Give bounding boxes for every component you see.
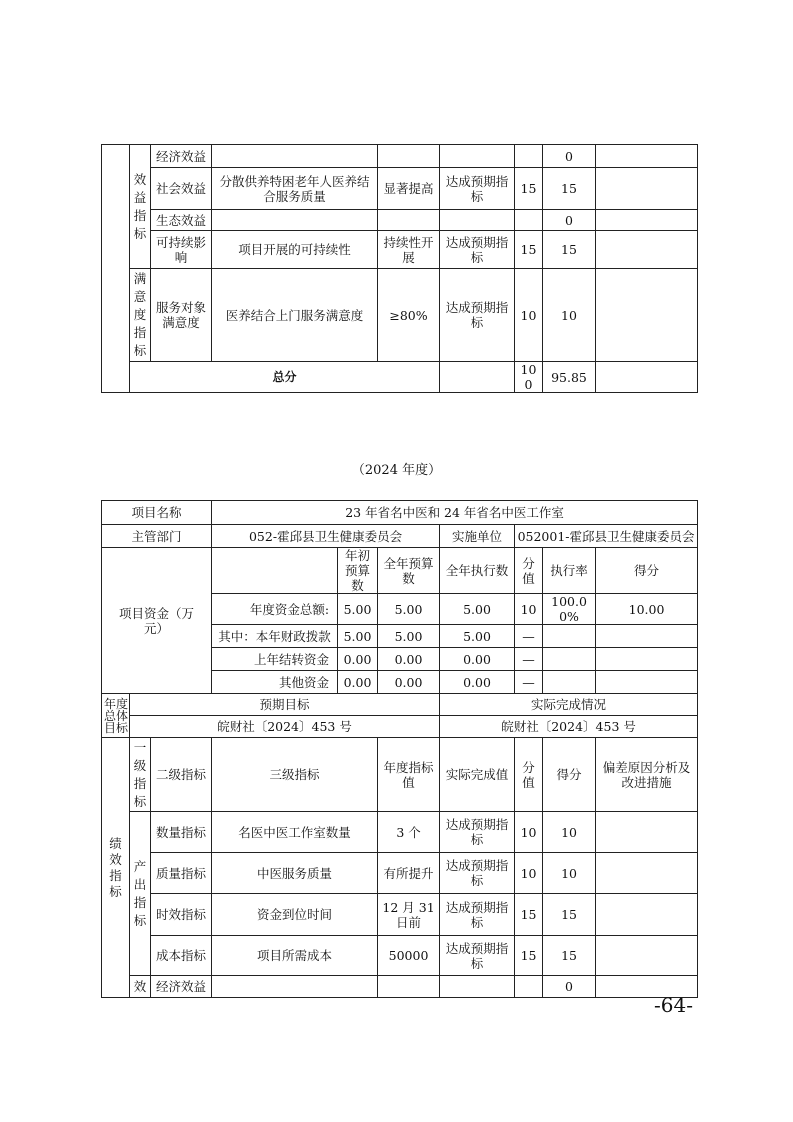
level3-cell: 分散供养特困老年人医养结合服务质量 [212, 168, 378, 210]
funds-header-row [102, 548, 698, 594]
score-cell: 0 [543, 210, 596, 231]
funds-weight: — [515, 648, 543, 671]
score-cell: 0 [543, 976, 596, 998]
target-cell: 显著提高 [378, 168, 440, 210]
target-cell [378, 210, 440, 231]
weight-cell: 10 [515, 269, 543, 362]
target-cell: 有所提升 [378, 853, 440, 894]
level2-cell: 数量指标 [151, 812, 212, 853]
weight-cell: 15 [515, 168, 543, 210]
level2-cell: 成本指标 [151, 936, 212, 976]
funds-executed: 5.00 [440, 594, 515, 625]
overall-goal-header-row [102, 694, 698, 716]
table-row [102, 168, 698, 210]
total-weight: 100 [515, 362, 543, 393]
funds-initial: 0.00 [338, 671, 378, 694]
weight-cell [515, 145, 543, 168]
total-note-cell [596, 362, 698, 393]
note-cell [596, 894, 698, 936]
project-name: 23 年省名中医和 24 年省名中医工作室 [212, 501, 698, 525]
funds-rate [543, 671, 596, 694]
actual-cell [440, 210, 515, 231]
funds-executed: 0.00 [440, 671, 515, 694]
funds-header-weight: 分值 [515, 548, 543, 594]
perf-header-level2: 二级指标 [151, 738, 212, 812]
note-cell [596, 168, 698, 210]
level2-cell: 质量指标 [151, 853, 212, 894]
table-row [102, 894, 698, 936]
table-row [102, 976, 698, 998]
perf-header-weight: 分值 [515, 738, 543, 812]
weight-cell: 10 [515, 853, 543, 894]
dept-value: 052-霍邱县卫生健康委员会 [212, 525, 440, 548]
perf-header-target: 年度指标值 [378, 738, 440, 812]
funds-weight: — [515, 625, 543, 648]
level2-cell: 经济效益 [151, 976, 212, 998]
level1-spacer-cell [102, 145, 130, 393]
actual-cell: 达成预期指标 [440, 894, 515, 936]
actual-completion-label: 实际完成情况 [440, 694, 698, 716]
perf-label [102, 738, 130, 998]
performance-table-2024 [101, 500, 698, 998]
funds-rate: 100.00% [543, 594, 596, 625]
level3-cell: 项目开展的可持续性 [212, 231, 378, 269]
impl-label: 实施单位 [440, 525, 515, 548]
funds-row-label: 其他资金 [212, 671, 338, 694]
weight-cell [515, 210, 543, 231]
funds-header-score: 得分 [596, 548, 698, 594]
perf-header-note: 偏差原因分析及改进措施 [596, 738, 698, 812]
table-row [102, 269, 698, 362]
funds-header-executed: 全年执行数 [440, 548, 515, 594]
benefit-group-cell: 效 [130, 976, 151, 998]
level2-cell: 可持续影响 [151, 231, 212, 269]
benefit-group-cell: 效益指标 [130, 145, 151, 269]
table-row [102, 812, 698, 853]
level2-cell: 生态效益 [151, 210, 212, 231]
funds-header-rate: 执行率 [543, 548, 596, 594]
target-cell [378, 976, 440, 998]
total-label: 总分 [130, 362, 440, 393]
target-cell: 50000 [378, 936, 440, 976]
score-cell: 10 [543, 853, 596, 894]
funds-label [102, 548, 212, 694]
target-cell: ≥80% [378, 269, 440, 362]
funds-score: 10.00 [596, 594, 698, 625]
total-score: 95.85 [543, 362, 596, 393]
actual-cell: 达成预期指标 [440, 853, 515, 894]
table-row [102, 853, 698, 894]
perf-header-actual: 实际完成值 [440, 738, 515, 812]
weight-cell: 15 [515, 936, 543, 976]
funds-weight: — [515, 671, 543, 694]
funds-score [596, 648, 698, 671]
score-cell: 0 [543, 145, 596, 168]
funds-initial: 5.00 [338, 594, 378, 625]
level3-cell [212, 976, 378, 998]
dept-row [102, 525, 698, 548]
funds-executed: 5.00 [440, 625, 515, 648]
funds-initial: 5.00 [338, 625, 378, 648]
actual-cell: 达成预期指标 [440, 936, 515, 976]
funds-row-label: 上年结转资金 [212, 648, 338, 671]
total-actual-cell [440, 362, 515, 393]
score-cell: 10 [543, 812, 596, 853]
weight-cell: 10 [515, 812, 543, 853]
funds-annual: 0.00 [378, 648, 440, 671]
funds-header-blank [212, 548, 338, 594]
weight-cell [515, 976, 543, 998]
actual-cell: 达成预期指标 [440, 231, 515, 269]
funds-row-label: 年度资金总额: [212, 594, 338, 625]
score-cell: 15 [543, 894, 596, 936]
score-cell: 15 [543, 168, 596, 210]
funds-row-label: 其中：本年财政拨款 [212, 625, 338, 648]
total-row [102, 362, 698, 393]
output-group-cell: 产出指标 [130, 812, 151, 976]
note-cell [596, 210, 698, 231]
perf-header-score: 得分 [543, 738, 596, 812]
level3-cell [212, 210, 378, 231]
dept-label: 主管部门 [102, 525, 212, 548]
score-cell: 10 [543, 269, 596, 362]
note-cell [596, 812, 698, 853]
level3-cell: 资金到位时间 [212, 894, 378, 936]
perf-header-level1: 一级指标 [130, 738, 151, 812]
overall-goal-label-text: 年度总体目标 [104, 696, 129, 735]
level3-cell: 中医服务质量 [212, 853, 378, 894]
satisfaction-group-cell: 满意度指标 [130, 269, 151, 362]
actual-cell: 达成预期指标 [440, 812, 515, 853]
level3-cell: 项目所需成本 [212, 936, 378, 976]
funds-label-text: 项目资金（万元） [119, 605, 195, 636]
perf-label-text: 绩效指标 [109, 835, 122, 899]
weight-cell: 15 [515, 231, 543, 269]
score-cell: 15 [543, 936, 596, 976]
target-cell [378, 145, 440, 168]
project-name-row [102, 501, 698, 525]
funds-annual: 5.00 [378, 594, 440, 625]
funds-weight: 10 [515, 594, 543, 625]
funds-rate [543, 648, 596, 671]
level3-cell: 医养结合上门服务满意度 [212, 269, 378, 362]
actual-cell [440, 145, 515, 168]
level2-cell: 经济效益 [151, 145, 212, 168]
overall-goal-row [102, 716, 698, 738]
table-row [102, 936, 698, 976]
funds-rate [543, 625, 596, 648]
expected-goal: 皖财社〔2024〕453 号 [130, 716, 440, 738]
funds-score [596, 671, 698, 694]
performance-table-2023-continued [101, 144, 698, 393]
score-cell: 15 [543, 231, 596, 269]
funds-initial: 0.00 [338, 648, 378, 671]
page-number: -64- [654, 993, 693, 1017]
funds-score [596, 625, 698, 648]
weight-cell: 15 [515, 894, 543, 936]
year-heading: （2024 年度） [351, 463, 442, 478]
table-row [102, 210, 698, 231]
target-cell: 12 月 31 日前 [378, 894, 440, 936]
perf-header-level3: 三级指标 [212, 738, 378, 812]
note-cell [596, 853, 698, 894]
target-cell: 3 个 [378, 812, 440, 853]
level2-cell: 服务对象满意度 [151, 269, 212, 362]
actual-cell [440, 976, 515, 998]
expected-goal-label: 预期目标 [130, 694, 440, 716]
note-cell [596, 936, 698, 976]
level3-cell [212, 145, 378, 168]
level2-cell: 时效指标 [151, 894, 212, 936]
funds-annual: 0.00 [378, 671, 440, 694]
actual-completion: 皖财社〔2024〕453 号 [440, 716, 698, 738]
funds-header-initial: 年初预算数 [338, 548, 378, 594]
project-name-label: 项目名称 [102, 501, 212, 525]
table-row [102, 231, 698, 269]
level3-cell: 名医中医工作室数量 [212, 812, 378, 853]
funds-executed: 0.00 [440, 648, 515, 671]
target-cell: 持续性开展 [378, 231, 440, 269]
funds-annual: 5.00 [378, 625, 440, 648]
note-cell [596, 231, 698, 269]
level2-cell: 社会效益 [151, 168, 212, 210]
perf-header-row [102, 738, 698, 812]
overall-goal-label [102, 694, 130, 738]
table-row [102, 145, 698, 168]
note-cell [596, 145, 698, 168]
funds-header-annual: 全年预算数 [378, 548, 440, 594]
actual-cell: 达成预期指标 [440, 269, 515, 362]
impl-value: 052001-霍邱县卫生健康委员会 [515, 525, 698, 548]
note-cell [596, 269, 698, 362]
actual-cell: 达成预期指标 [440, 168, 515, 210]
